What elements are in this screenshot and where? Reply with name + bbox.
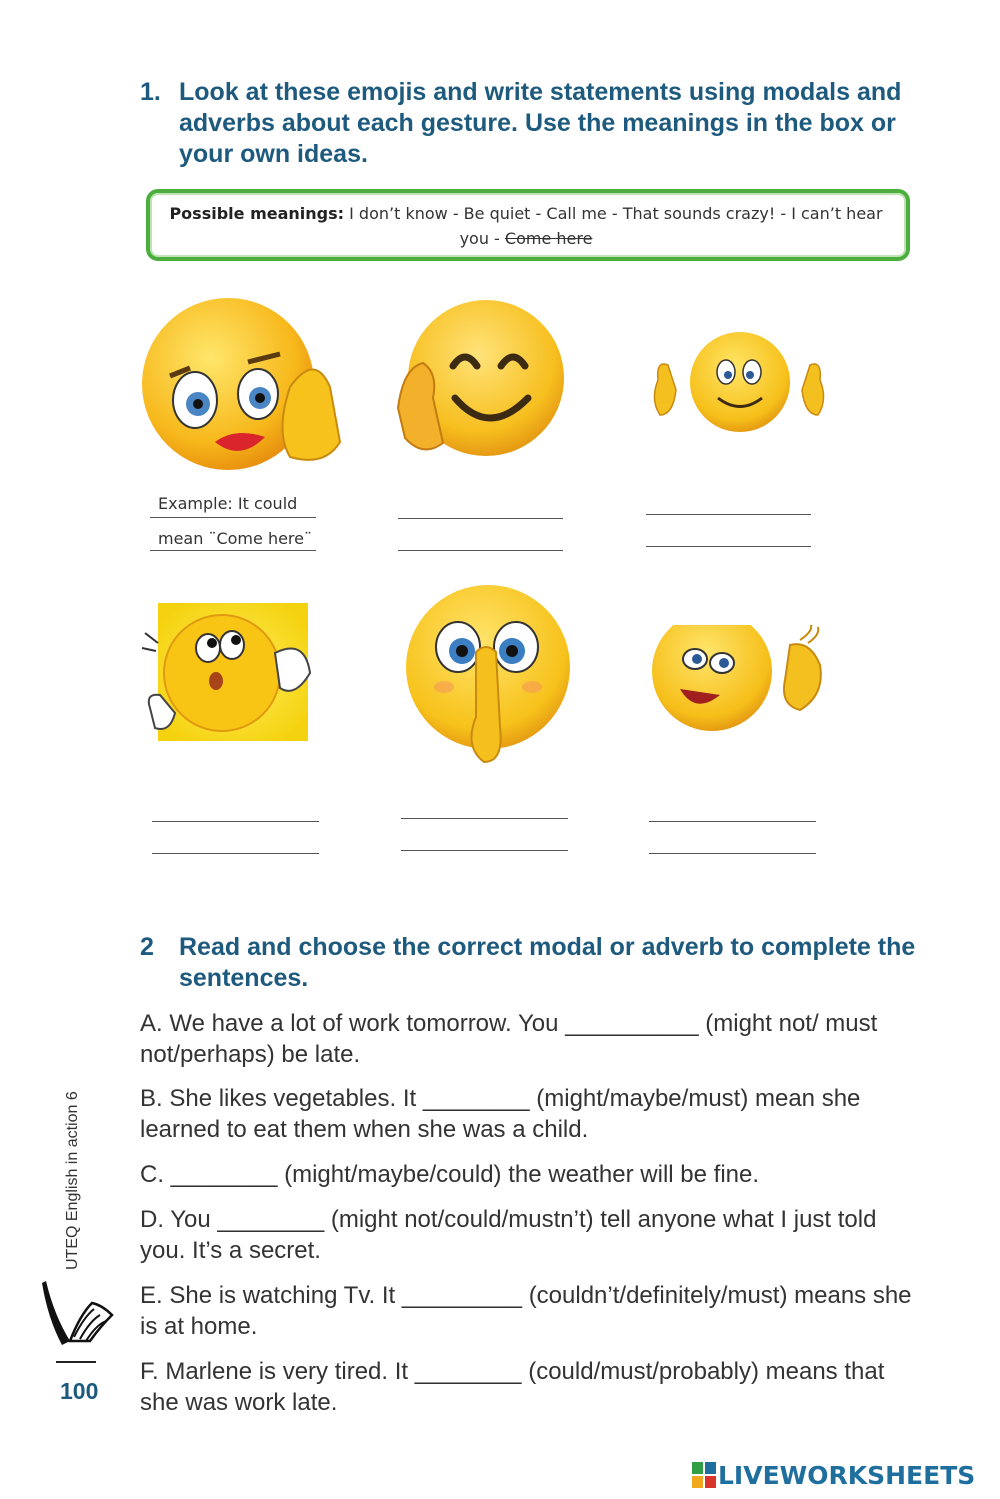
answer-line-cant-hear-1[interactable] [152, 821, 319, 822]
be-quiet-emoji-icon [404, 577, 572, 767]
sentence-e: E. She is watching Tv. It _________ (couldn’t/definitely/must) means she is at home. [140, 1282, 912, 1340]
sentence-f: F. Marlene is very tired. It ________ (could/must/probably) means that she was work late. [140, 1358, 885, 1416]
meanings-label: Possible meanings: [169, 204, 345, 223]
sentence-b: B. She likes vegetables. It ________ (might/maybe/must) mean she learned to eat them when she was a child. [140, 1085, 861, 1143]
answer-line-dont-know-2[interactable] [646, 546, 811, 547]
answer-line-crazy-1[interactable] [649, 821, 816, 822]
question-2-text: Read and choose the correct modal or adverb to complete the sentences. [179, 933, 916, 992]
answer-line-cant-hear-2[interactable] [152, 853, 319, 854]
sounds-crazy-emoji-icon [650, 625, 832, 735]
sentence-a: A. We have a lot of work tomorrow. You __________ (might not/ must not/perhaps) be late. [140, 1010, 878, 1068]
example-line-2: mean ¨Come here¨ [158, 529, 312, 548]
answer-line-crazy-2[interactable] [649, 853, 816, 854]
answer-line-dont-know-1[interactable] [646, 514, 811, 515]
question-2-heading [140, 932, 930, 994]
page-number: 100 [60, 1378, 99, 1404]
question-1-number: 1. [140, 78, 161, 106]
example-line-1: Example: It could [158, 494, 298, 513]
sentence-c: C. ________ (might/maybe/could) the weather will be fine. [140, 1161, 760, 1188]
meanings-text: I don’t know - Be quiet - Call me - That sounds crazy! - I can’t hear you - [344, 204, 883, 248]
answer-line [150, 517, 316, 518]
cant-hear-you-emoji-icon [140, 603, 315, 743]
answer-line-be-quiet-1[interactable] [401, 818, 568, 819]
liveworksheets-logo-icon [692, 1462, 716, 1488]
answer-line-call-me-2[interactable] [398, 550, 563, 551]
question-1-heading [140, 77, 930, 170]
sentence-d: D. You ________ (might not/could/mustn’t) tell anyone what I just told you. It’s a secret. [140, 1206, 877, 1264]
answer-line [150, 550, 316, 551]
i-dont-know-emoji-icon [648, 330, 830, 435]
liveworksheets-logo-text: LIVEWORKSHEETS [718, 1460, 976, 1490]
book-title-vertical: UTEQ English in action 6 [64, 1091, 81, 1270]
answer-line-be-quiet-2[interactable] [401, 850, 568, 851]
question-2-number: 2 [140, 933, 154, 961]
answer-line-call-me-1[interactable] [398, 518, 563, 519]
open-book-icon [40, 1275, 118, 1347]
liveworksheets-logo [692, 1460, 975, 1490]
question-1-text: Look at these emojis and write statements using modals and adverbs about each gesture. Use the meanings in the box or your own ideas. [179, 78, 902, 168]
call-me-emoji-icon [393, 298, 568, 463]
come-here-emoji-icon [140, 292, 345, 472]
meanings-struck-text: Come here [504, 229, 593, 248]
possible-meanings-box [146, 189, 910, 261]
page-number-rule [56, 1361, 96, 1363]
